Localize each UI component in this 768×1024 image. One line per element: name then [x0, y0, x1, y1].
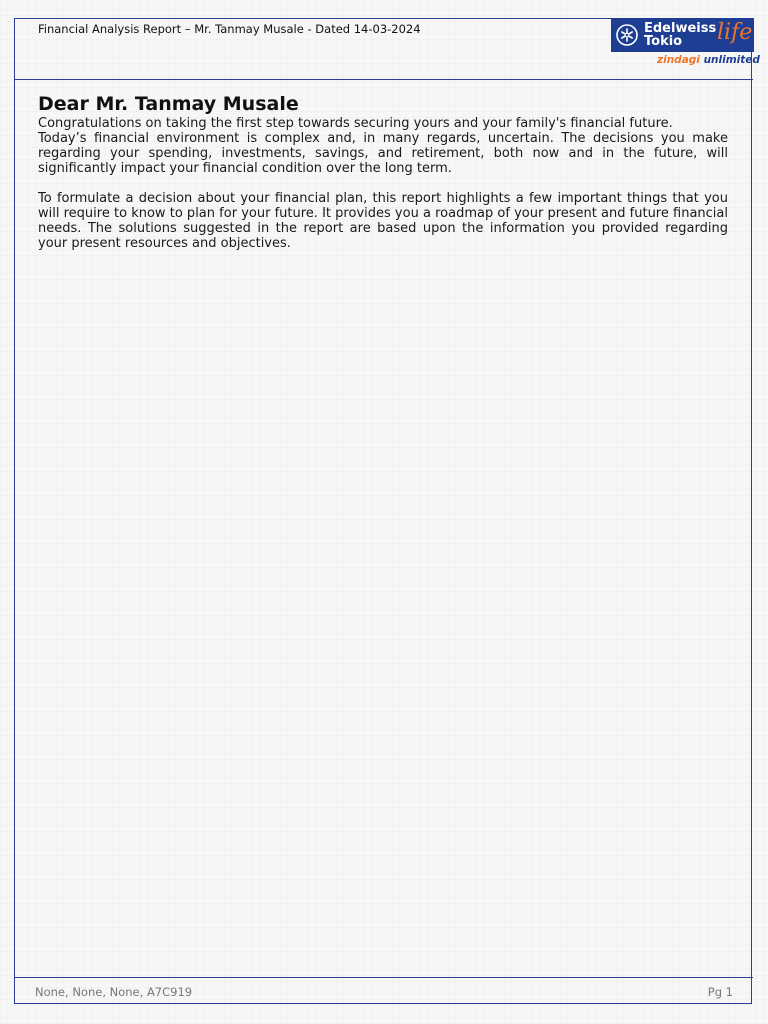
logo-name-line1: Edelweiss: [644, 21, 717, 36]
tagline-zindagi: zindagi: [657, 54, 700, 66]
footer-reference: None, None, None, A7C919: [35, 985, 193, 999]
logo-tagline: [657, 54, 760, 66]
letter-body: [38, 93, 728, 251]
letter-salutation: Dear Mr. Tanmay Musale: [38, 93, 299, 115]
tagline-unlimited: unlimited: [703, 54, 760, 66]
header-divider: [14, 79, 753, 80]
letter-paragraph-3: To formulate a decision about your financial plan, this report highlights a few important things that you will require to know to plan for your future. It provides you a roadmap of your present and future financial needs. The solutions suggested in the report are based upon the information you provided regarding your present resources and objectives.: [38, 191, 728, 251]
letter-paragraph-1: Congratulations on taking the first step towards securing yours and your family's financial future.: [38, 116, 673, 131]
letter-paragraph-2: Today’s financial environment is complex and, in many regards, uncertain. The decisions you make regarding your spending, investments, savings, and retirement, both now and in the future, will significantly impact your financial condition over the long term.: [38, 131, 728, 176]
report-header-title: Financial Analysis Report – Mr. Tanmay Musale - Dated 14-03-2024: [38, 22, 421, 36]
footer-divider: [14, 977, 753, 978]
logo-script-life: life: [717, 20, 753, 45]
logo-name-line2: Tokio: [644, 34, 683, 49]
paragraph-spacer: [38, 176, 728, 191]
page-number: Pg 1: [707, 985, 733, 999]
company-logo: [611, 18, 754, 52]
edelweiss-flower-icon: [616, 24, 638, 46]
